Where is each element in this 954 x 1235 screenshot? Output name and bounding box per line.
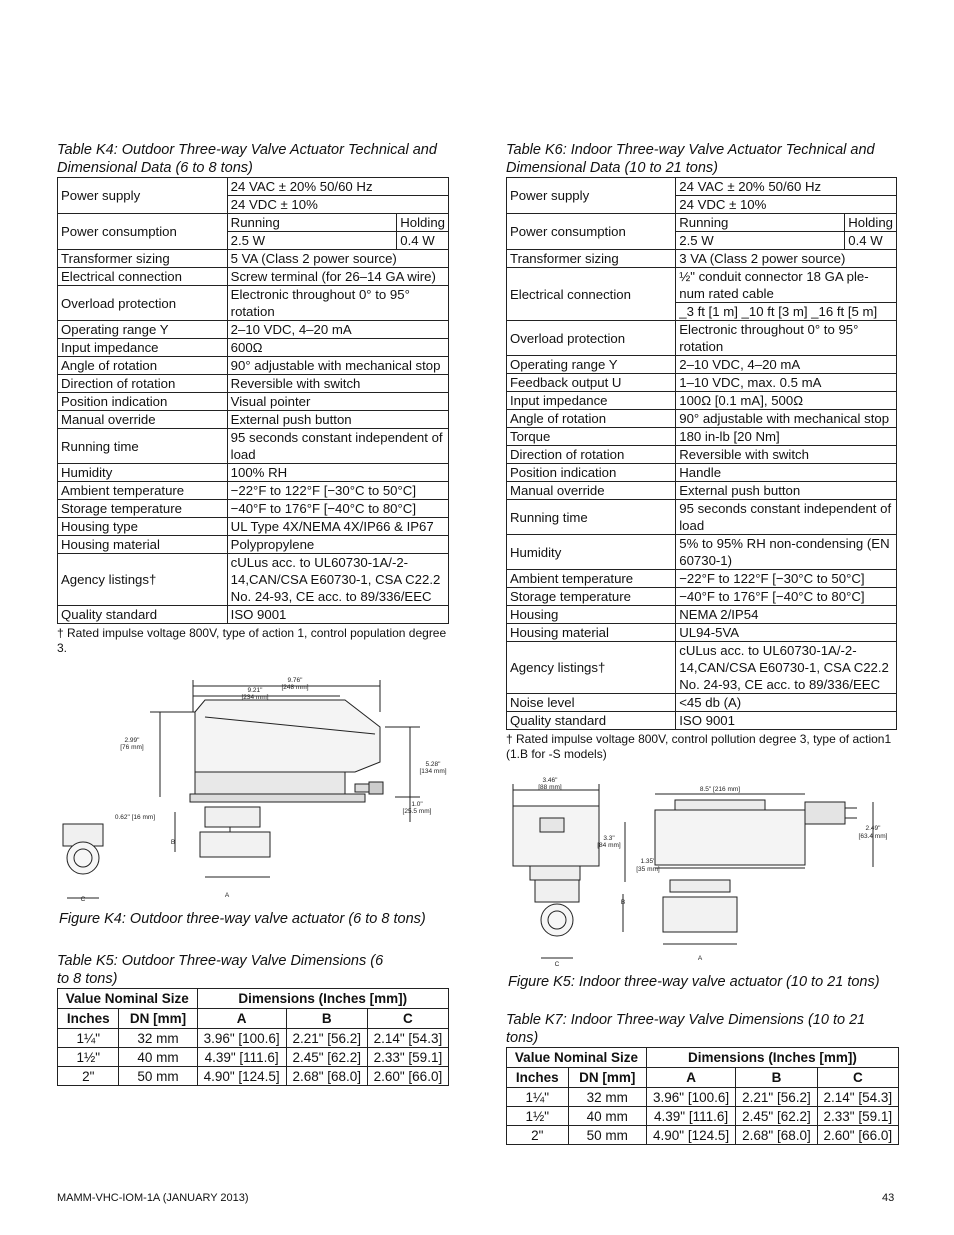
- dim-k4-c: C: [80, 896, 86, 903]
- k6-value: 0.4 W: [845, 232, 897, 250]
- k5-header: DN [mm]: [119, 1009, 197, 1029]
- dim-k4-d3mm: [76 mm]: [120, 744, 144, 751]
- k6-label: Feedback output U: [507, 374, 676, 392]
- k6-label: Storage temperature: [507, 588, 676, 606]
- k6-value: Running: [676, 214, 845, 232]
- dim-k4-d5mm: [25.5 mm]: [402, 808, 432, 815]
- k4-value: 5 VA (Class 2 power source): [227, 250, 448, 268]
- dim-k4-b: B: [170, 839, 176, 846]
- k4-label: Angle of rotation: [58, 357, 228, 375]
- k7-cell: 1½": [507, 1107, 569, 1126]
- k4-value: Screw terminal (for 26–14 GA wire): [227, 268, 448, 286]
- k7-cell: 3.96" [100.6]: [646, 1088, 735, 1107]
- k6-value: Holding: [845, 214, 897, 232]
- k6-label: Position indication: [507, 464, 676, 482]
- dim-k4-d1: 9.76": [287, 677, 303, 684]
- k6-label: Torque: [507, 428, 676, 446]
- k6-label: Quality standard: [507, 712, 676, 730]
- k6-value: Electronic throughout 0° to 95° rotation: [676, 321, 897, 356]
- k5-cell: 40 mm: [119, 1048, 197, 1067]
- dim-k4-d2mm: [234 mm]: [241, 694, 269, 701]
- k6-label: Agency listings†: [507, 642, 676, 694]
- k5-cell: 2.60" [66.0]: [367, 1067, 448, 1086]
- dim-k5-d1: 3.46": [542, 777, 558, 784]
- k6-label: Power supply: [507, 178, 676, 214]
- dim-k5-b: B: [620, 899, 626, 906]
- k4-label: Quality standard: [58, 606, 228, 624]
- k4-value: Electronic throughout 0° to 95° rotation: [227, 286, 448, 321]
- k5-cell: 2.68" [68.0]: [286, 1067, 367, 1086]
- k4-label: Humidity: [58, 464, 228, 482]
- k5-cell: 1½": [58, 1048, 119, 1067]
- dim-k4-d3: 2.99": [124, 737, 140, 744]
- table-k6-caption: Table K6: Indoor Three-way Valve Actuator Technical and Dimensional Data (10 to 21 tons): [506, 142, 875, 176]
- k5-cell: 4.39" [111.6]: [197, 1048, 286, 1067]
- k6-label: Angle of rotation: [507, 410, 676, 428]
- dim-k5-d5: 1.35": [640, 858, 656, 865]
- k5-cell: 1¼": [58, 1029, 119, 1048]
- k6-value: 24 VAC ± 20% 50/60 Hz: [676, 178, 897, 196]
- k7-cell: 2.21" [56.2]: [736, 1088, 817, 1107]
- dim-k4-d5: 1.0": [411, 801, 423, 808]
- k7-cell: 2": [507, 1126, 569, 1145]
- table-row: [58, 1067, 449, 1086]
- table-k7-caption: Table K7: Indoor Three-way Valve Dimensions (10 to 21 tons): [506, 1012, 866, 1046]
- k6-value: 100Ω [0.1 mA], 500Ω: [676, 392, 897, 410]
- k6-label: Noise level: [507, 694, 676, 712]
- dim-k5-d3: 3.3": [603, 835, 615, 842]
- k4-value: Visual pointer: [227, 393, 448, 411]
- k5-cell: 2": [58, 1067, 119, 1086]
- k4-label: Storage temperature: [58, 500, 228, 518]
- k7-header: A: [646, 1068, 735, 1088]
- dim-k5-d4: 2.49": [865, 825, 881, 832]
- k6-value: 3 VA (Class 2 power source): [676, 250, 897, 268]
- table-k4: [57, 177, 449, 624]
- k6-value: 180 in-lb [20 Nm]: [676, 428, 897, 446]
- k7-cell: 4.90" [124.5]: [646, 1126, 735, 1145]
- k4-label: Overload protection: [58, 286, 228, 321]
- k4-label: Housing material: [58, 536, 228, 554]
- k4-value: cULus acc. to UL60730-1A/-2-14,CAN/CSA E60730-1, CSA C22.2 No. 24-93, CE acc. to 89/336/EEC: [227, 554, 448, 606]
- k4-label: Transformer sizing: [58, 250, 228, 268]
- k6-label: Electrical connection: [507, 268, 676, 321]
- dim-k4-a: A: [224, 892, 230, 899]
- k7-cell: 2.68" [68.0]: [736, 1126, 817, 1145]
- k4-value: 24 VAC ± 20% 50/60 Hz: [227, 178, 448, 196]
- k4-label: Power supply: [58, 178, 228, 214]
- dim-k4-d2: 9.21": [247, 687, 263, 694]
- k4-label: Ambient temperature: [58, 482, 228, 500]
- k7-header: C: [817, 1068, 898, 1088]
- k7-cell: 1¼": [507, 1088, 569, 1107]
- k6-value: 24 VDC ± 10%: [676, 196, 897, 214]
- k4-label: Input impedance: [58, 339, 228, 357]
- k6-value: cULus acc. to UL60730-1A/-2-14,CAN/CSA E60730-1, CSA C22.2 No. 24-93, CE acc. to 89/336/EEC: [676, 642, 897, 694]
- k6-value: 1–10 VDC, max. 0.5 mA: [676, 374, 897, 392]
- k5-cell: 50 mm: [119, 1067, 197, 1086]
- dim-k4-d1mm: [248 mm]: [281, 684, 309, 691]
- k6-value: −22°F to 122°F [−30°C to 50°C]: [676, 570, 897, 588]
- k4-value: 600Ω: [227, 339, 448, 357]
- figure-k5-caption: Figure K5: Indoor three-way valve actuator (10 to 21 tons): [508, 974, 880, 990]
- k4-label: Running time: [58, 429, 228, 464]
- table-k6: [506, 177, 897, 730]
- k5-cell: 2.14" [54.3]: [367, 1029, 448, 1048]
- k6-label: Transformer sizing: [507, 250, 676, 268]
- k4-value: 100% RH: [227, 464, 448, 482]
- k5-header: C: [367, 1009, 448, 1029]
- k6-value: _3 ft [1 m] _10 ft [3 m] _16 ft [5 m]: [676, 303, 897, 321]
- k7-cell: 32 mm: [568, 1088, 646, 1107]
- k7-cell: 4.39" [111.6]: [646, 1107, 735, 1126]
- k6-value: NEMA 2/IP54: [676, 606, 897, 624]
- dim-k5-d5mm: [35 mm]: [636, 866, 660, 873]
- k4-value: ISO 9001: [227, 606, 448, 624]
- k5-header: Value Nominal Size: [58, 989, 198, 1009]
- table-k5: [57, 988, 449, 1086]
- k5-header: Dimensions (Inches [mm]): [197, 989, 448, 1009]
- k6-value: Reversible with switch: [676, 446, 897, 464]
- table-row: [58, 1048, 449, 1067]
- k6-value: 5% to 95% RH non-condensing (EN 60730-1): [676, 535, 897, 570]
- figure-k5-drawing: [505, 772, 897, 968]
- dim-k5-d3mm: [84 mm]: [597, 842, 621, 849]
- page-number: 43: [882, 1192, 895, 1204]
- k6-label: Housing material: [507, 624, 676, 642]
- dim-k5-d1mm: [88 mm]: [538, 784, 562, 791]
- k5-cell: 2.45" [62.2]: [286, 1048, 367, 1067]
- k6-value: 2.5 W: [676, 232, 845, 250]
- k6-label: Housing: [507, 606, 676, 624]
- k4-value: 2–10 VDC, 4–20 mA: [227, 321, 448, 339]
- k4-value: Reversible with switch: [227, 375, 448, 393]
- k5-cell: 3.96" [100.6]: [197, 1029, 286, 1048]
- k6-label: Direction of rotation: [507, 446, 676, 464]
- footer-doc-id: MAMM-VHC-IOM-1A (JANUARY 2013): [57, 1192, 249, 1204]
- k5-header: A: [197, 1009, 286, 1029]
- k7-cell: 2.14" [54.3]: [817, 1088, 898, 1107]
- k4-value: −40°F to 176°F [−40°C to 80°C]: [227, 500, 448, 518]
- k4-value: 24 VDC ± 10%: [227, 196, 448, 214]
- dim-k4-d6: 0.62" [16 mm]: [114, 814, 156, 821]
- k6-value: ISO 9001: [676, 712, 897, 730]
- k4-label: Electrical connection: [58, 268, 228, 286]
- k6-value: 2–10 VDC, 4–20 mA: [676, 356, 897, 374]
- k6-value: 95 seconds constant independent of load: [676, 500, 897, 535]
- k4-value: 0.4 W: [397, 232, 449, 250]
- k7-header: Inches: [507, 1068, 569, 1088]
- k5-cell: 4.90" [124.5]: [197, 1067, 286, 1086]
- dim-k5-d4mm: [63.4 mm]: [858, 833, 888, 840]
- k4-label: Operating range Y: [58, 321, 228, 339]
- dim-k4-d4mm: [134 mm]: [419, 768, 447, 775]
- k6-label: Overload protection: [507, 321, 676, 356]
- dim-k5-a: A: [697, 955, 703, 962]
- k7-header: Dimensions (Inches [mm]): [646, 1048, 898, 1068]
- k7-cell: 2.60" [66.0]: [817, 1126, 898, 1145]
- table-k7: [506, 1047, 899, 1145]
- k4-value: 2.5 W: [227, 232, 397, 250]
- k4-label: Direction of rotation: [58, 375, 228, 393]
- k6-label: Humidity: [507, 535, 676, 570]
- k5-header: Inches: [58, 1009, 119, 1029]
- table-k5-caption: Table K5: Outdoor Three-way Valve Dimensions (6 to 8 tons): [57, 953, 384, 987]
- k6-label: Ambient temperature: [507, 570, 676, 588]
- k7-cell: 50 mm: [568, 1126, 646, 1145]
- table-row: [507, 1126, 899, 1145]
- table-k6-note: † Rated impulse voltage 800V, control pollution degree 3, type of action1 (1.B for -S models): [506, 732, 892, 761]
- k7-cell: 2.33" [59.1]: [817, 1107, 898, 1126]
- table-k4-note: † Rated impulse voltage 800V, type of action 1, control population degree 3.: [57, 626, 447, 655]
- dim-k4-d4: 5.28": [425, 761, 441, 768]
- k4-label: Housing type: [58, 518, 228, 536]
- k5-cell: 32 mm: [119, 1029, 197, 1048]
- k6-label: Operating range Y: [507, 356, 676, 374]
- k4-value: UL Type 4X/NEMA 4X/IP66 & IP67: [227, 518, 448, 536]
- k6-value: ½" conduit connector 18 GA ple-num rated cable: [676, 268, 897, 303]
- k6-label: Manual override: [507, 482, 676, 500]
- table-row: [58, 1029, 449, 1048]
- k6-label: Power consumption: [507, 214, 676, 250]
- k5-cell: 2.21" [56.2]: [286, 1029, 367, 1048]
- k6-value: <45 db (A): [676, 694, 897, 712]
- k4-value: 90° adjustable with mechanical stop: [227, 357, 448, 375]
- k7-header: Value Nominal Size: [507, 1048, 647, 1068]
- k7-header: DN [mm]: [568, 1068, 646, 1088]
- k7-header: B: [736, 1068, 817, 1088]
- k4-value: Running: [227, 214, 397, 232]
- k4-label: Manual override: [58, 411, 228, 429]
- k6-value: External push button: [676, 482, 897, 500]
- k4-label: Position indication: [58, 393, 228, 411]
- table-k4-caption: Table K4: Outdoor Three-way Valve Actuator Technical and Dimensional Data (6 to 8 tons): [57, 142, 437, 176]
- k7-cell: 40 mm: [568, 1107, 646, 1126]
- k4-label: Agency listings†: [58, 554, 228, 606]
- k6-value: UL94-5VA: [676, 624, 897, 642]
- dim-k5-d2: 8.5" [216 mm]: [699, 786, 741, 793]
- k4-label: Power consumption: [58, 214, 228, 250]
- k4-value: 95 seconds constant independent of load: [227, 429, 448, 464]
- table-row: [507, 1088, 899, 1107]
- k6-label: Input impedance: [507, 392, 676, 410]
- k6-value: Handle: [676, 464, 897, 482]
- table-row: [507, 1107, 899, 1126]
- figure-k4-drawing: [55, 672, 450, 904]
- k7-cell: 2.45" [62.2]: [736, 1107, 817, 1126]
- k6-label: Running time: [507, 500, 676, 535]
- k6-value: 90° adjustable with mechanical stop: [676, 410, 897, 428]
- dim-k5-c: C: [554, 961, 560, 968]
- k4-value: External push button: [227, 411, 448, 429]
- k5-header: B: [286, 1009, 367, 1029]
- k4-value: −22°F to 122°F [−30°C to 50°C]: [227, 482, 448, 500]
- k6-value: −40°F to 176°F [−40°C to 80°C]: [676, 588, 897, 606]
- k5-cell: 2.33" [59.1]: [367, 1048, 448, 1067]
- k4-value: Polypropylene: [227, 536, 448, 554]
- k4-value: Holding: [397, 214, 449, 232]
- figure-k4-caption: Figure K4: Outdoor three-way valve actuator (6 to 8 tons): [59, 911, 426, 927]
